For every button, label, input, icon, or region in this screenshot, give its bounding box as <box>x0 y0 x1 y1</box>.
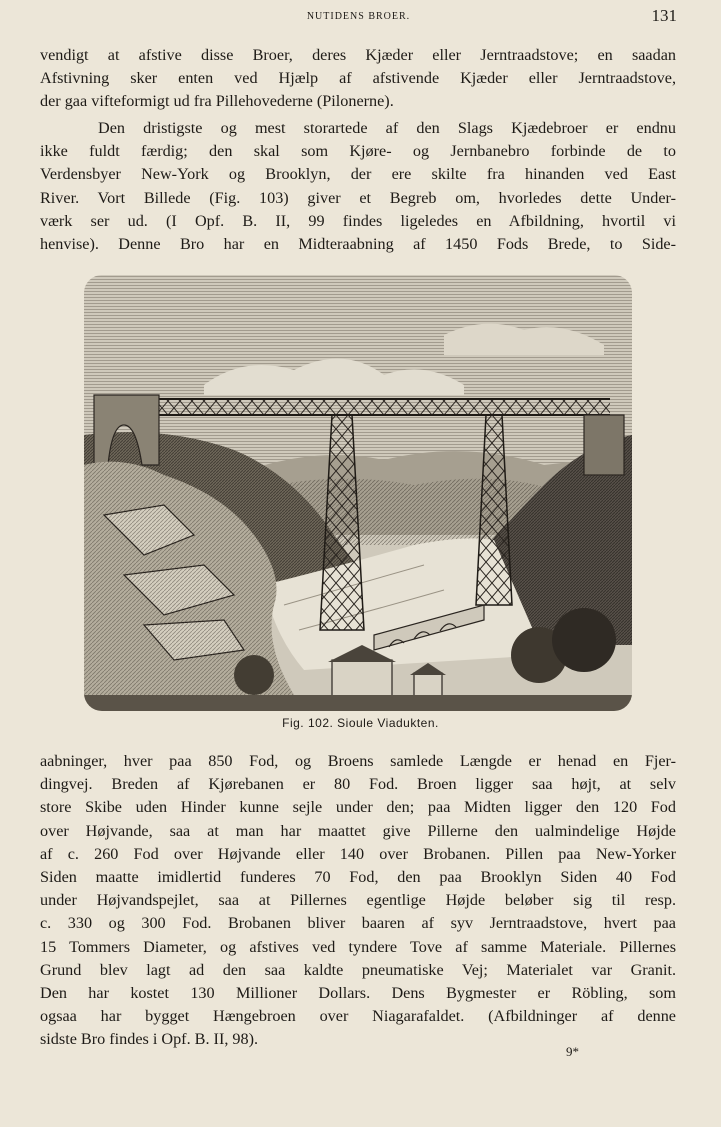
text-line: vendigt at afstive disse Broer, deres Kjæder eller Jerntraadstove; en saadan <box>40 46 676 64</box>
text-line: sidste Bro findes i Opf. B. II, 98). <box>40 1030 259 1049</box>
text-line: Verdensbyer New-York og Brooklyn, der ere skilte fra hinanden ved East <box>40 165 676 184</box>
text-line: henvise). Denne Bro har en Midteraabning af 1450 Fods Brede, to Side- <box>40 234 676 253</box>
page-number: 131 <box>651 6 677 25</box>
paragraph-2 <box>40 117 676 256</box>
text-line: Siden maatte imidlertid funderes 70 Fod, den paa Brooklyn Siden 40 Fod <box>40 867 676 886</box>
text-line: c. 330 og 300 Fod. Brobanen bliver baaren af syv Jerntraadstove, hvert paa <box>40 914 676 933</box>
text-line: River. Vort Billede (Fig. 103) giver et Begreb om, hvorledes dette Under- <box>40 188 676 207</box>
figure-caption: Fig. 102. Sioule Viadukten. <box>282 716 439 730</box>
figure-engraving <box>84 275 632 711</box>
signature-mark: 9* <box>566 1044 579 1059</box>
text-line: Den dristigste og mest storartede af den Slags Kjædebroer er endnu <box>98 119 676 137</box>
paragraph-1 <box>40 44 676 114</box>
text-line: ikke fuldt færdig; den skal som Kjøre- og Jernbanebro forbinde de to <box>40 142 676 161</box>
text-line: af c. 260 Fod over Højvande eller 140 over Brobanen. Pillen paa New-Yorker <box>40 844 676 863</box>
text-line: dingvej. Breden af Kjørebanen er 80 Fod. Broen ligger saa højt, at selv <box>40 775 676 794</box>
running-head: NUTIDENS BROER. <box>306 11 411 22</box>
text-line: aabninger, hver paa 850 Fod, og Broens samlede Længde er henad en Fjer- <box>40 752 676 770</box>
text-line: under Højvandspejlet, saa at Pillernes egentlige Højde beløber sig til resp. <box>40 891 676 910</box>
paragraph-3 <box>40 750 676 1051</box>
text-line: Den har kostet 130 Millioner Dollars. Dens Bygmester er Röbling, som <box>40 983 676 1002</box>
text-line: over Højvande, saa at man har maattet give Pillerne den ualmindelige Højde <box>40 821 676 840</box>
text-line: værk ser ud. (I Opf. B. II, 99 findes ligeledes en Afbildning, hvortil vi <box>40 211 676 230</box>
text-line: store Skibe uden Hinder kunne sejle under den; paa Midten ligger den 120 Fod <box>40 798 676 817</box>
text-line: der gaa vifteformigt ud fra Pillehovederne (Pilonerne). <box>40 92 394 111</box>
text-line: Grund blev lagt ad den saa kaldte pneumatiske Vej; Materialet var Granit. <box>40 960 676 979</box>
text-line: 15 Tommers Diameter, og afstives ved tyndere Tove af samme Materiale. Pillernes <box>40 937 676 956</box>
viaduct-illustration <box>84 275 632 711</box>
text-line: ogsaa har bygget Hængebroen over Niagarafaldet. (Afbildninger af denne <box>40 1007 676 1026</box>
text-line: Afstivning sker enten ved Hjælp af afstivende Kjæder eller Jerntraadstove, <box>40 69 676 88</box>
page-header <box>40 6 677 30</box>
